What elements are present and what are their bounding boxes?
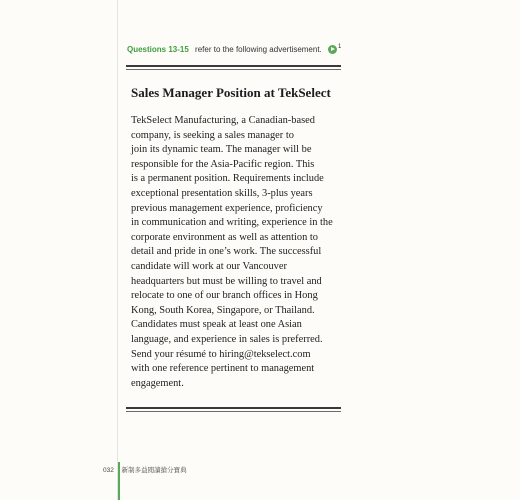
ad-body-line: corporate environment as well as attention to [131, 231, 318, 243]
ad-body-line: engagement. [131, 377, 184, 389]
ad-body-line: join its dynamic team. The manager will be [131, 144, 312, 156]
ad-body-line: candidate will work at our Vancouver [131, 260, 287, 272]
margin-rule [117, 0, 118, 500]
question-instruction: refer to the following advertisement. [195, 45, 322, 54]
ad-top-rule-thin [126, 69, 341, 70]
ad-bottom-rule [126, 407, 341, 409]
ad-body-line: in communication and writing, experience in the [131, 217, 333, 229]
ad-body-line: Kong, South Korea, Singapore, or Thailand. [131, 304, 315, 316]
ad-body-line: Send your résumé to hiring@tekselect.com [131, 348, 311, 360]
page-number: 032 [103, 467, 114, 474]
ad-body [131, 114, 345, 391]
ad-title: Sales Manager Position at TekSelect [131, 85, 331, 100]
ad-body-line: is a permanent position. Requirements include [131, 173, 324, 185]
ad-body-line: language, and experience in sales is preferred. [131, 333, 323, 345]
question-range: Questions 13-15 [127, 45, 189, 54]
ad-body-line: responsible for the Asia-Pacific region. This [131, 158, 315, 170]
question-instruction-line [127, 44, 341, 54]
play-circle-icon[interactable] [328, 45, 337, 54]
ad-body-line: detail and pride in one’s work. The successful [131, 246, 322, 258]
page-footer [103, 465, 187, 474]
ad-body-line: company, is seeking a sales manager to [131, 129, 294, 141]
track-number: 1 [338, 44, 342, 50]
ad-bottom-rule-thin [126, 411, 341, 412]
book-title: 新制多益閱讀搶分寶典 [121, 467, 187, 474]
advertisement [126, 72, 341, 407]
ad-body-line: TekSelect Manufacturing, a Canadian-based [131, 115, 315, 126]
ad-body-line: exceptional presentation skills, 3-plus years [131, 187, 313, 199]
ad-body-line: Candidates must speak at least one Asian [131, 319, 302, 331]
ad-body-line: headquarters but must be willing to travel and [131, 275, 322, 287]
ad-body-line: relocate to one of our branch offices in Hong [131, 290, 318, 302]
ad-body-line: with one reference pertinent to management [131, 363, 315, 375]
ad-body-line: previous management experience, proficiency [131, 202, 323, 214]
ad-top-rule [126, 65, 341, 67]
